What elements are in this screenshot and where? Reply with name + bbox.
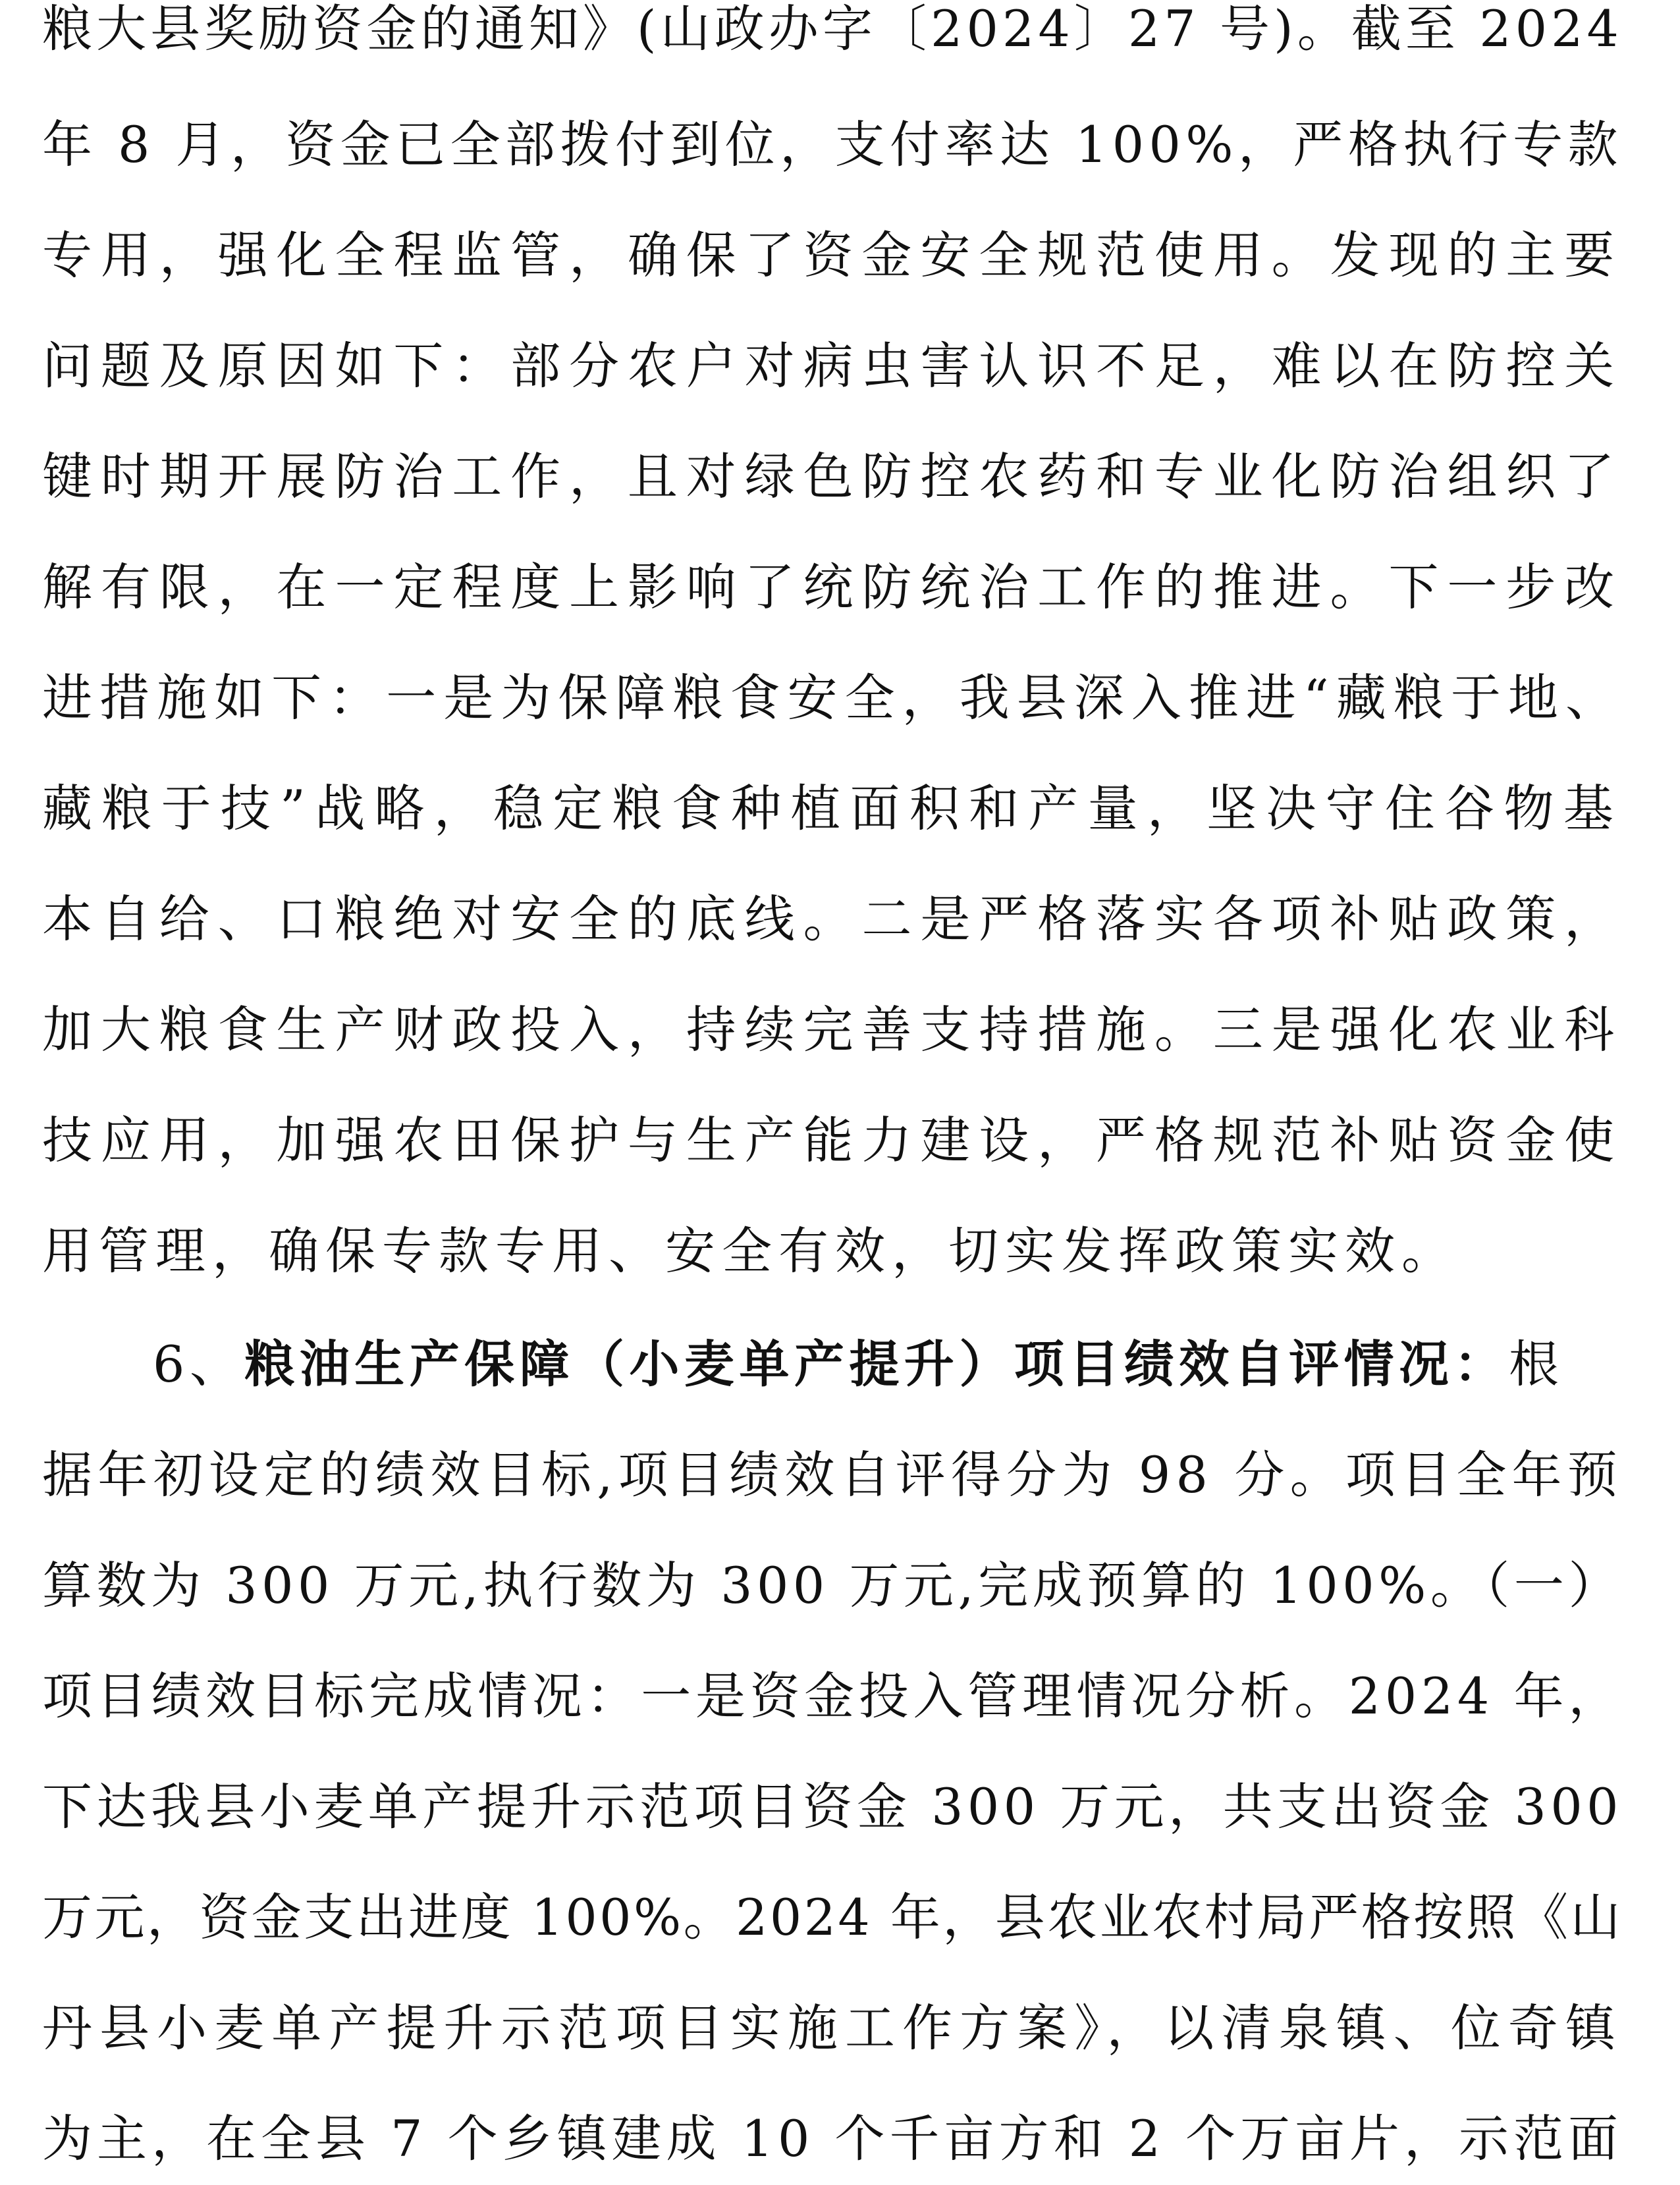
section-heading-line — [0, 1318, 1680, 1411]
text-line — [0, 1761, 1680, 1853]
line-text: 进措施如下：一是为保障粮食安全，我县深入推进“藏粮于地、 — [42, 668, 1623, 727]
line-text: 解有限，在一定程度上影响了统防统治工作的推进。下一步改 — [42, 558, 1623, 616]
line-text — [153, 1318, 1563, 1411]
text-line — [0, 1540, 1680, 1632]
line-text: 键时期开展防治工作，且对绿色防控农药和专业化防治组织了 — [42, 447, 1623, 506]
text-line — [0, 1650, 1680, 1742]
line-text: 藏粮于技”战略，稳定粮食种植面积和产量，坚决守住谷物基 — [42, 779, 1623, 838]
line-text: 下达我县小麦单产提升示范项目资金 300 万元，共支出资金 300 — [42, 1777, 1623, 1836]
text-line — [0, 984, 1680, 1076]
line-text: 项目绩效目标完成情况：一是资金投入管理情况分析。2024 年， — [42, 1667, 1623, 1725]
text-line — [0, 1982, 1680, 2074]
section-title: 粮油生产保障（小麦单产提升）项目绩效自评情况： — [244, 1335, 1509, 1393]
text-line — [0, 1094, 1680, 1187]
line-text: 粮大县奖励资金的通知》(山政办字〔2024〕27 号)。截至 2024 — [42, 0, 1623, 58]
text-line — [0, 0, 1680, 75]
text-line — [0, 1872, 1680, 1964]
section-number: 6、 — [153, 1335, 245, 1393]
text-line — [0, 320, 1680, 412]
line-text: 加大粮食生产财政投入，持续完善支持措施。三是强化农业科 — [42, 1000, 1623, 1059]
line-text: 算数为 300 万元,执行数为 300 万元,完成预算的 100%。（一） — [42, 1556, 1623, 1615]
line-continuation: 根 — [1508, 1335, 1564, 1393]
line-text: 技应用，加强农田保护与生产能力建设，严格规范补贴资金使 — [42, 1111, 1623, 1170]
line-text: 专用，强化全程监管，确保了资金安全规范使用。发现的主要 — [42, 226, 1623, 284]
line-text: 万元，资金支出进度 100%。2024 年，县农业农村局严格按照《山 — [42, 1888, 1623, 1947]
text-line — [0, 209, 1680, 302]
line-text: 用管理，确保专款专用、安全有效，切实发挥政策实效。 — [42, 1222, 1458, 1280]
text-line — [0, 541, 1680, 634]
text-line — [0, 2093, 1680, 2185]
text-line — [0, 763, 1680, 855]
text-line — [0, 1429, 1680, 1521]
line-text: 为主，在全县 7 个乡镇建成 10 个千亩方和 2 个万亩片，示范面 — [42, 2109, 1623, 2168]
text-line — [0, 652, 1680, 744]
text-line — [0, 431, 1680, 523]
line-text: 问题及原因如下：部分农户对病虫害认识不足，难以在防控关 — [42, 337, 1623, 395]
line-text: 本自给、口粮绝对安全的底线。二是严格落实各项补贴政策， — [42, 890, 1623, 948]
text-line — [0, 1205, 1680, 1297]
line-text: 丹县小麦单产提升示范项目实施工作方案》，以清泉镇、位奇镇 — [42, 1999, 1623, 2057]
text-line — [0, 873, 1680, 965]
line-text: 年 8 月，资金已全部拨付到位，支付率达 100%，严格执行专款 — [42, 115, 1623, 174]
line-text: 据年初设定的绩效目标,项目绩效自评得分为 98 分。项目全年预 — [42, 1445, 1623, 1504]
text-line — [0, 99, 1680, 191]
